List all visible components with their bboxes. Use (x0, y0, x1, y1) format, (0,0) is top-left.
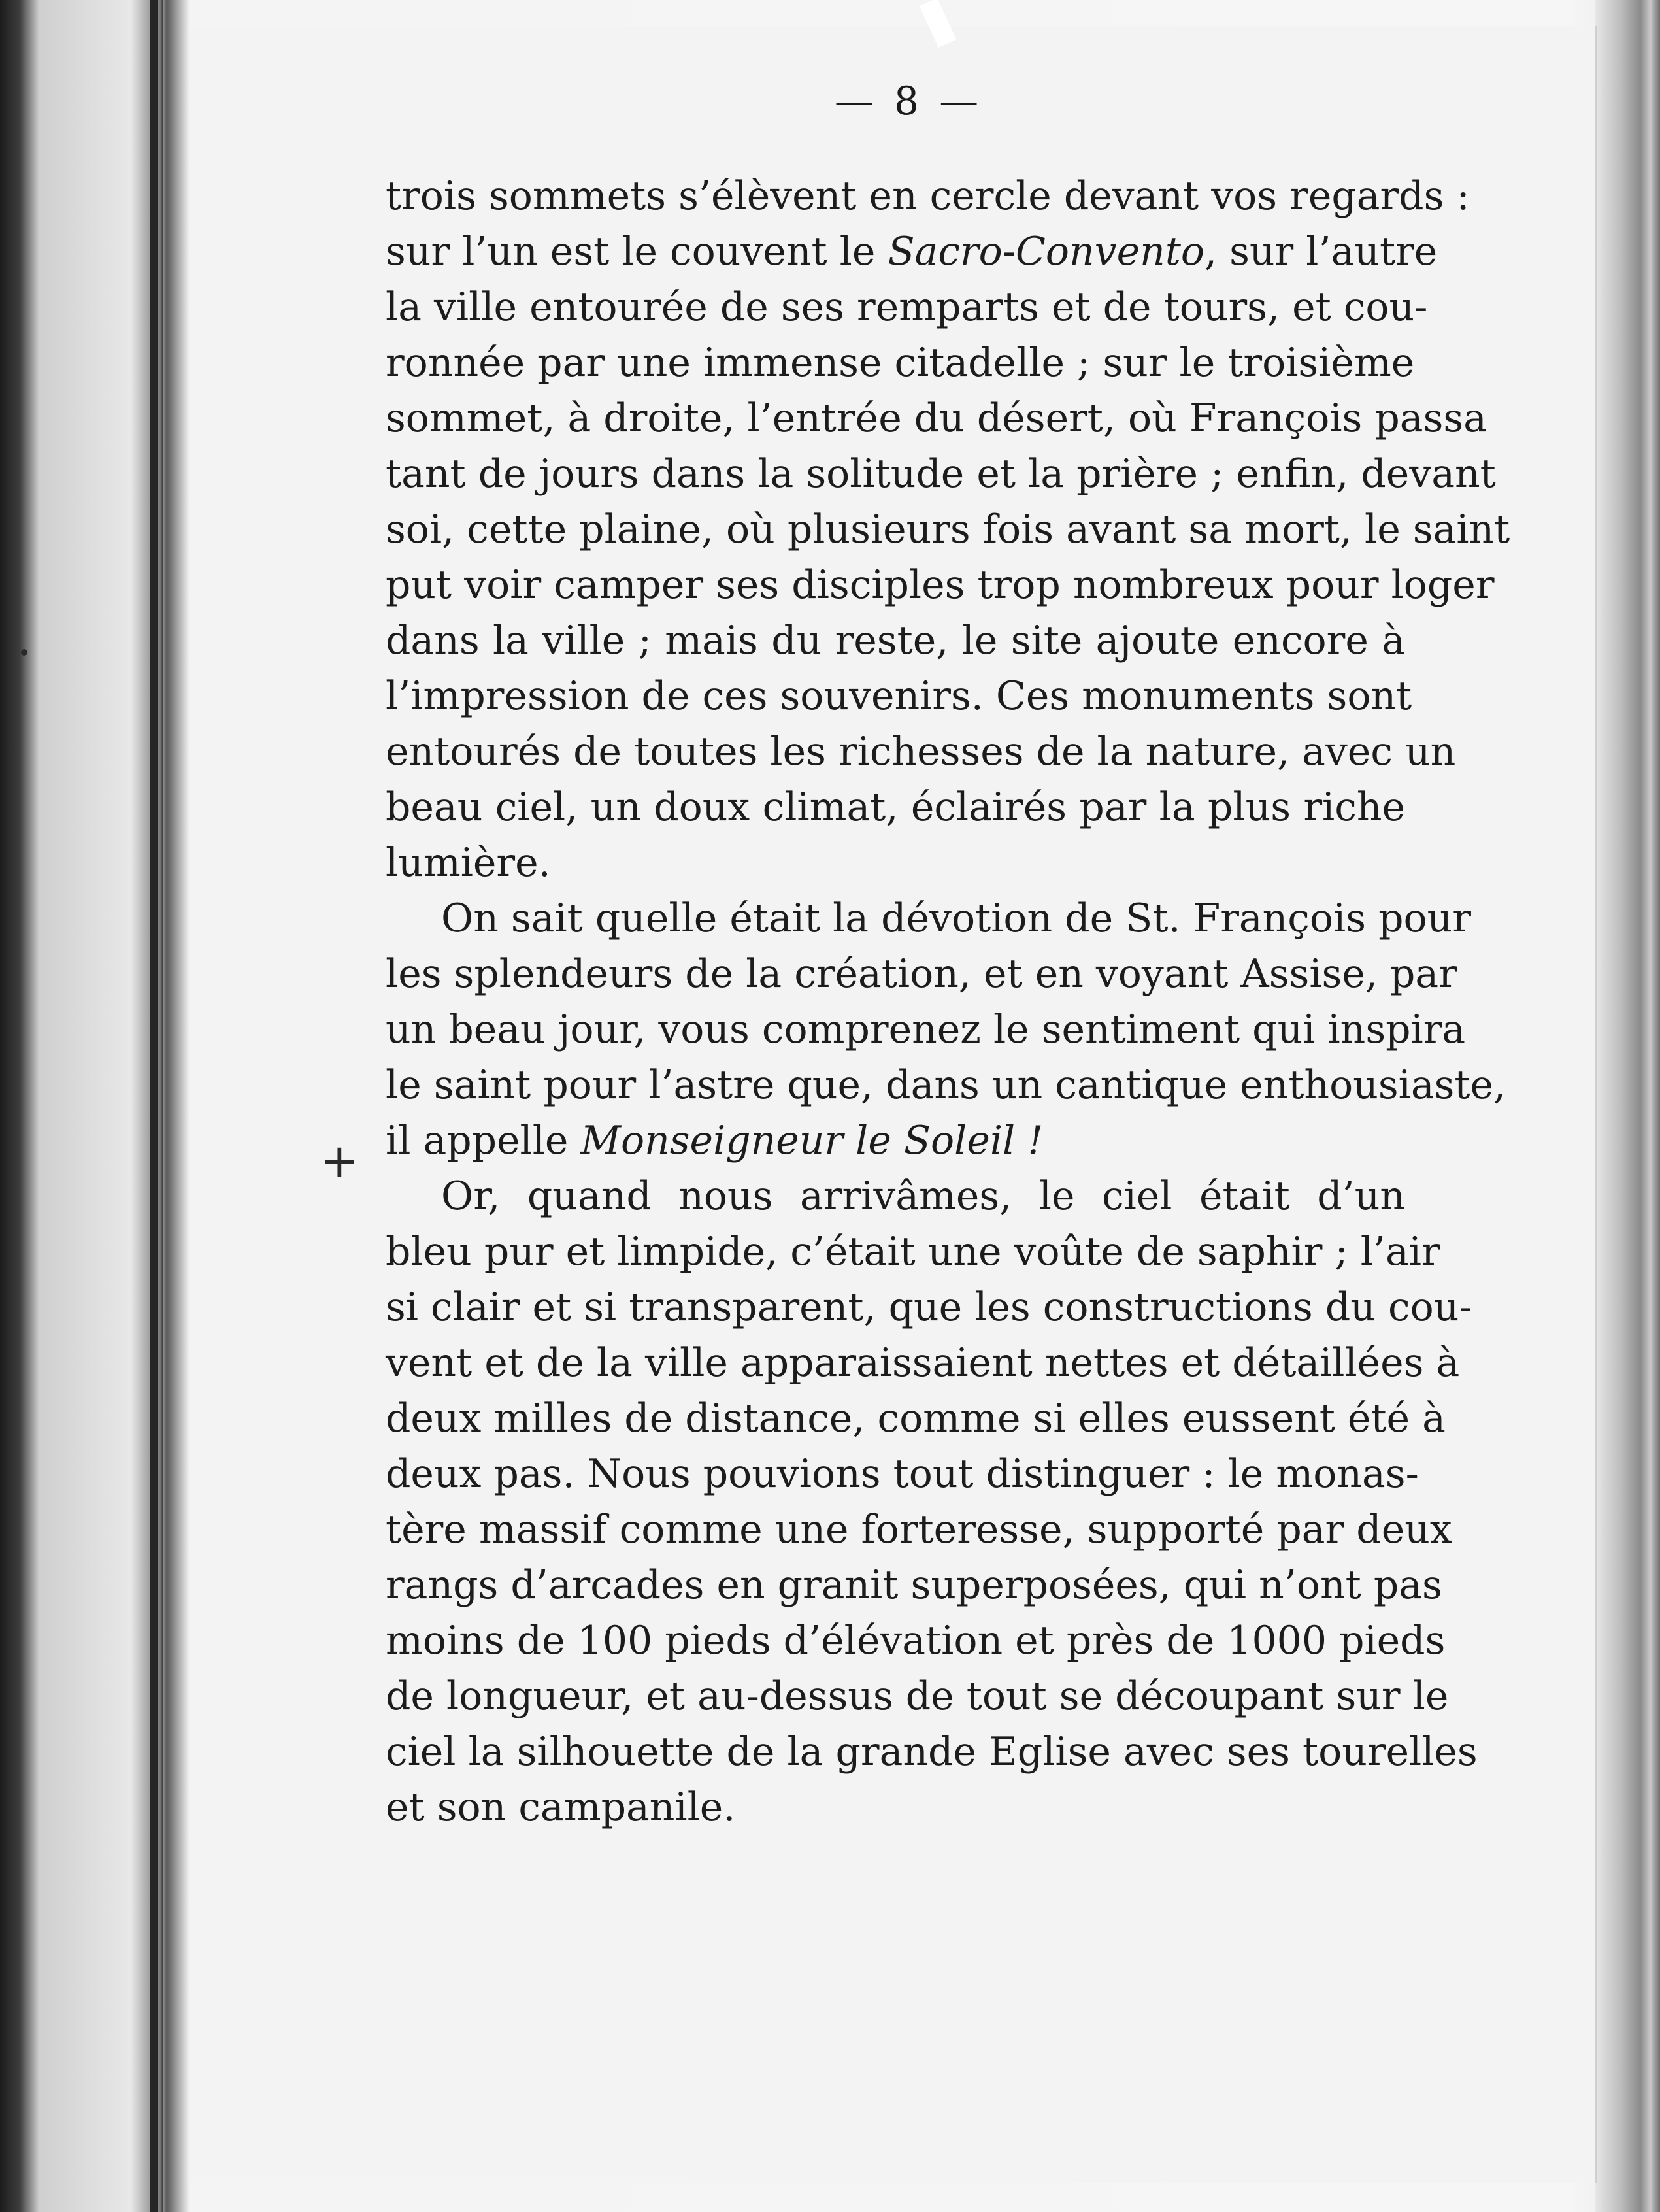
line-text: et son campanile. (386, 1785, 736, 1830)
line-text: tant de jours dans la solitude et la prière ; enfin, devant (386, 451, 1496, 497)
text-line (386, 502, 1510, 558)
line-text: de longueur, et au-dessus de tout se découpant sur le (386, 1673, 1449, 1719)
italic-text: Monseigneur le Soleil ! (580, 1118, 1044, 1164)
text-line (386, 1502, 1452, 1558)
line-text: le saint pour l’astre que, dans un cantique enthousiaste, (386, 1062, 1506, 1108)
text-line (386, 1447, 1419, 1502)
line-text: dans la ville ; mais du reste, le site ajoute encore à (386, 618, 1405, 663)
line-text: On sait quelle était la dévotion de St. François pour (441, 896, 1471, 941)
line-text: rangs d’arcades en granit superposées, qui n’ont pas (386, 1562, 1442, 1608)
text-line (386, 1224, 1440, 1280)
text-line (386, 1002, 1466, 1058)
line-text: vent et de la ville apparaissaient nettes et détaillées à (386, 1340, 1460, 1386)
text-line (386, 947, 1457, 1002)
previous-page-edge (0, 0, 163, 2212)
margin-mark: + (320, 1134, 359, 1188)
text-line (386, 1113, 1405, 1169)
paragraph (386, 169, 1510, 891)
body-text (386, 169, 1510, 1835)
line-text: , sur l’autre (1204, 229, 1438, 275)
text-line (386, 335, 1415, 391)
text-line (386, 1724, 1478, 1780)
text-line (386, 1391, 1446, 1447)
text-line (386, 1169, 1405, 1224)
line-text: put voir camper ses disciples trop nombreux pour loger (386, 562, 1495, 608)
text-line (386, 224, 1438, 280)
text-line (386, 1669, 1449, 1724)
line-text: un beau jour, vous comprenez le sentiment qui inspira (386, 1007, 1466, 1052)
italic-text: Sacro-Convento (888, 229, 1204, 275)
text-line (386, 1335, 1460, 1391)
line-text: l’impression de ces souvenirs. Ces monuments sont (386, 673, 1412, 719)
text-line (386, 724, 1456, 780)
margin-speck (21, 649, 27, 656)
next-page-edge (1595, 0, 1660, 2212)
line-text: la ville entourée de ses remparts et de tours, et cou- (386, 284, 1428, 330)
text-line (386, 280, 1428, 335)
line-text: les splendeurs de la création, et en voyant Assise, par (386, 951, 1457, 997)
text-line (386, 835, 1405, 891)
text-line (386, 1058, 1506, 1113)
line-text: deux milles de distance, comme si elles eussent été à (386, 1396, 1446, 1441)
line-text: ronnée par une immense citadelle ; sur le troisième (386, 340, 1415, 386)
text-line (386, 1613, 1446, 1669)
page-number: — 8 — (834, 78, 983, 124)
text-line (386, 780, 1405, 835)
text-line (386, 446, 1496, 502)
line-text: il appelle (386, 1118, 581, 1164)
line-text: deux pas. Nous pouvions tout distinguer : le monas- (386, 1451, 1419, 1497)
line-text: moins de 100 pieds d’élévation et près de 1000 pieds (386, 1618, 1446, 1664)
text-line (386, 558, 1495, 613)
text-line (386, 169, 1470, 224)
line-text: soi, cette plaine, où plusieurs fois avant sa mort, le saint (386, 507, 1510, 552)
line-text: tère massif comme une forteresse, supporté par deux (386, 1507, 1452, 1552)
line-text: bleu pur et limpide, c’était une voûte de saphir ; l’air (386, 1229, 1440, 1275)
line-text: lumière. (386, 840, 551, 886)
text-line (386, 1780, 1405, 1835)
text-line (386, 1280, 1472, 1335)
line-text: ciel la silhouette de la grande Eglise avec ses tourelles (386, 1729, 1478, 1775)
line-text: entourés de toutes les richesses de la nature, avec un (386, 729, 1456, 775)
text-line (386, 891, 1471, 947)
paragraph (386, 1169, 1478, 1835)
line-text: trois sommets s’élèvent en cercle devant vos regards : (386, 173, 1470, 219)
text-line (386, 669, 1412, 724)
line-text: beau ciel, un doux climat, éclairés par la plus riche (386, 784, 1405, 830)
line-text: Or, quand nous arrivâmes, le ciel était d’un (441, 1173, 1405, 1219)
binding-gutter (150, 0, 158, 2212)
paragraph (386, 891, 1506, 1169)
line-text: sommet, à droite, l’entrée du désert, où François passa (386, 395, 1487, 441)
text-line (386, 613, 1405, 669)
line-text: si clair et si transparent, que les constructions du cou- (386, 1284, 1472, 1330)
line-text: sur l’un est le couvent le (386, 229, 888, 275)
text-line (386, 391, 1487, 446)
text-line (386, 1558, 1442, 1613)
